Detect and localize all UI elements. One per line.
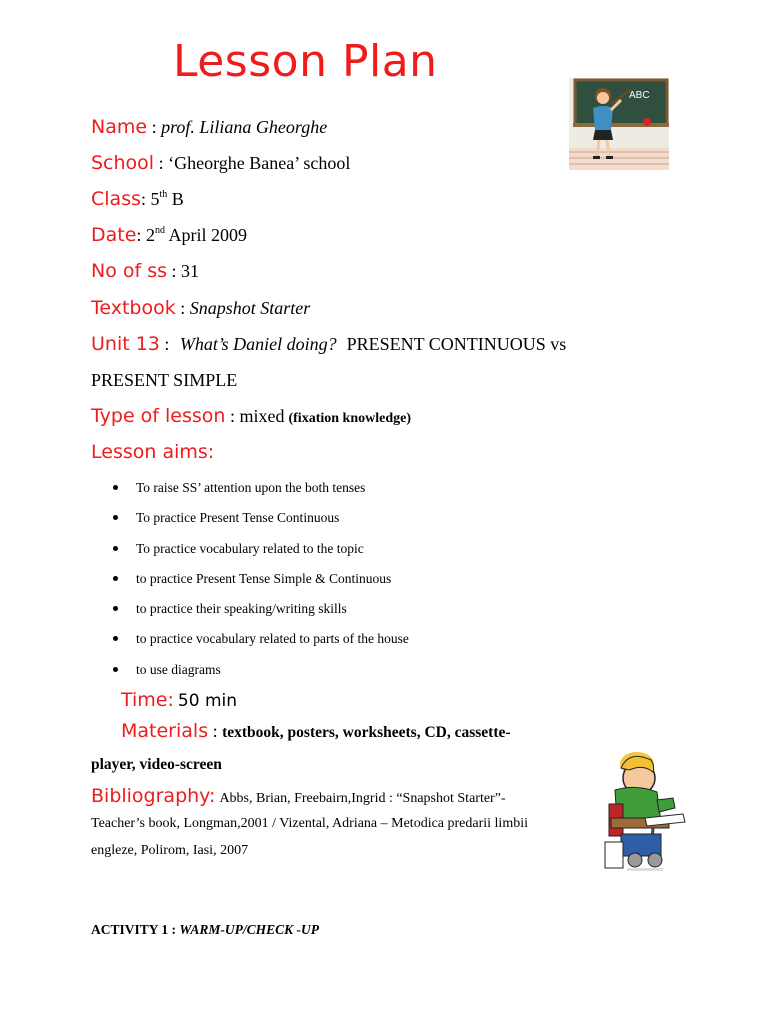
list-item: To raise SS’ attention upon the both tenses bbox=[108, 477, 409, 507]
materials-line2: player, video-screen bbox=[91, 756, 222, 773]
no-of-ss-value: 31 bbox=[181, 261, 200, 281]
unit-separator: : bbox=[159, 334, 174, 354]
list-item: to use diagrams bbox=[108, 659, 409, 689]
type-of-lesson-separator: : bbox=[225, 406, 240, 426]
materials-label: Materials bbox=[121, 720, 209, 742]
type-of-lesson-label: Type of lesson bbox=[91, 405, 226, 427]
bibliography-line2: Teacher’s book, Longman,2001 / Vizental, Adriana – Metodica predarii limbii bbox=[91, 816, 528, 831]
textbook-separator: : bbox=[175, 298, 190, 318]
school-separator: : bbox=[154, 153, 169, 173]
textbook-label: Textbook bbox=[91, 297, 176, 319]
materials-separator: : bbox=[208, 721, 223, 741]
name-value: prof. Liliana Gheorghe bbox=[161, 117, 328, 137]
no-of-ss-row bbox=[91, 260, 199, 282]
class-separator: : bbox=[141, 189, 151, 209]
unit-topic-line1: PRESENT CONTINUOUS vs bbox=[346, 334, 567, 354]
board-text: ABC bbox=[629, 90, 650, 101]
name-separator: : bbox=[147, 117, 162, 137]
name-row bbox=[91, 116, 327, 138]
activity-title: WARM-UP/CHECK -UP bbox=[179, 922, 320, 937]
date-superscript: nd bbox=[154, 225, 165, 236]
unit-row bbox=[91, 333, 566, 355]
time-row bbox=[121, 689, 237, 711]
class-superscript: th bbox=[159, 189, 168, 200]
lesson-aims-list bbox=[108, 477, 409, 689]
date-rest: April 2009 bbox=[164, 225, 247, 245]
bibliography-row bbox=[91, 785, 506, 807]
lesson-aims-label: Lesson aims: bbox=[91, 441, 215, 463]
activity-row bbox=[91, 922, 319, 938]
class-row bbox=[91, 188, 184, 210]
list-item: to practice their speaking/writing skills bbox=[108, 598, 409, 628]
school-value: ‘Gheorghe Banea’ school bbox=[168, 153, 351, 173]
no-of-ss-separator: : bbox=[167, 261, 182, 281]
date-row bbox=[91, 224, 247, 246]
list-item: to practice Present Tense Simple & Continuous bbox=[108, 568, 409, 598]
list-item: to practice vocabulary related to parts of the house bbox=[108, 628, 409, 658]
name-label: Name bbox=[91, 116, 148, 138]
materials-line1: textbook, posters, worksheets, CD, cassette- bbox=[222, 724, 511, 741]
list-item: To practice Present Tense Continuous bbox=[108, 507, 409, 537]
class-section: B bbox=[167, 189, 184, 209]
teacher-illustration bbox=[569, 78, 669, 170]
date-label: Date bbox=[91, 224, 137, 246]
school-label: School bbox=[91, 152, 155, 174]
date-separator: : bbox=[136, 225, 146, 245]
class-label: Class bbox=[91, 188, 141, 210]
time-value: 50 min bbox=[177, 691, 237, 711]
lesson-aims-heading bbox=[91, 441, 214, 463]
textbook-row bbox=[91, 297, 310, 319]
bibliography-label: Bibliography: bbox=[91, 785, 216, 807]
unit-topic-line2: PRESENT SIMPLE bbox=[91, 370, 238, 390]
time-label: Time: bbox=[121, 689, 174, 711]
materials-row bbox=[121, 720, 511, 742]
school-row bbox=[91, 152, 350, 174]
unit-question: What’s Daniel doing? bbox=[179, 334, 337, 354]
no-of-ss-label: No of ss bbox=[91, 260, 168, 282]
page-title: Lesson Plan bbox=[173, 36, 438, 87]
bibliography-line3: engleze, Polirom, Iasi, 2007 bbox=[91, 843, 249, 858]
textbook-value: Snapshot Starter bbox=[189, 298, 311, 318]
type-of-lesson-value: mixed bbox=[239, 406, 285, 426]
type-of-lesson-detail: (fixation knowledge) bbox=[288, 411, 411, 426]
class-number: 5 bbox=[150, 189, 160, 209]
date-day: 2 bbox=[145, 225, 155, 245]
type-of-lesson-row bbox=[91, 405, 411, 427]
list-item: To practice vocabulary related to the topic bbox=[108, 538, 409, 568]
student-illustration bbox=[599, 742, 693, 876]
activity-label: ACTIVITY 1 : bbox=[91, 922, 177, 937]
bibliography-line1: Abbs, Brian, Freebairn,Ingrid : “Snapshot Starter”- bbox=[219, 791, 506, 806]
unit-label: Unit 13 bbox=[91, 333, 160, 355]
apple-icon bbox=[643, 118, 651, 126]
